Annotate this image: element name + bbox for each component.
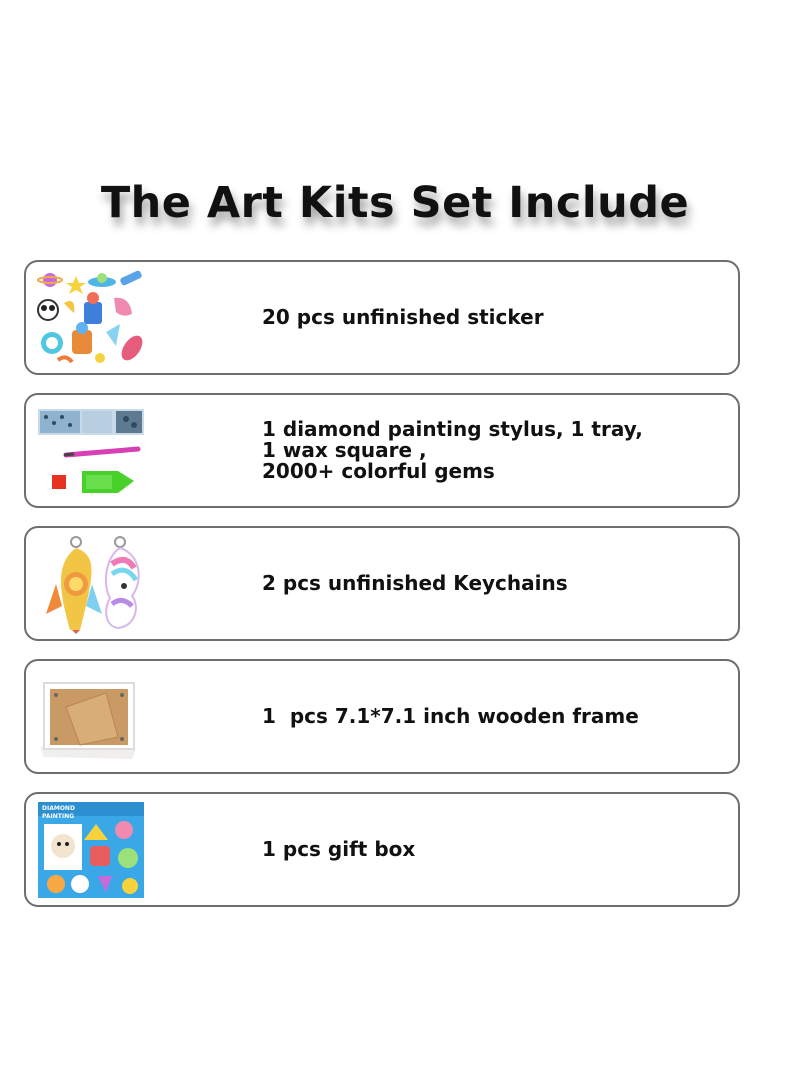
kit-item-tools [24, 393, 740, 508]
item-text [262, 262, 544, 373]
page-title: The Art Kits Set Include [100, 178, 690, 228]
space-stickers-icon [36, 268, 146, 368]
item-text [262, 395, 643, 506]
item-line: 1 wax square , [262, 438, 427, 462]
item-text [262, 661, 639, 772]
gift-box-icon [36, 800, 146, 900]
diamond-tools-icon [36, 401, 146, 501]
item-text [262, 794, 415, 905]
gift-box-brand: DIAMOND [42, 805, 75, 812]
item-line: 1 diamond painting stylus, 1 tray, [262, 417, 643, 441]
kit-item-frame [24, 659, 740, 774]
kit-item-gift-box [24, 792, 740, 907]
item-line: 2000+ colorful gems [262, 459, 495, 483]
item-line: 1 pcs 7.1*7.1 inch wooden frame [262, 704, 639, 728]
wooden-frame-icon [36, 667, 146, 767]
item-line: 2 pcs unfinished Keychains [262, 571, 568, 595]
kit-item-stickers [24, 260, 740, 375]
item-line: 1 pcs gift box [262, 837, 416, 861]
keychains-icon [36, 534, 146, 634]
kit-item-keychains [24, 526, 740, 641]
gift-box-sub: PAINTING [42, 813, 75, 820]
item-text [262, 528, 568, 639]
item-line: 20 pcs unfinished sticker [262, 305, 544, 329]
